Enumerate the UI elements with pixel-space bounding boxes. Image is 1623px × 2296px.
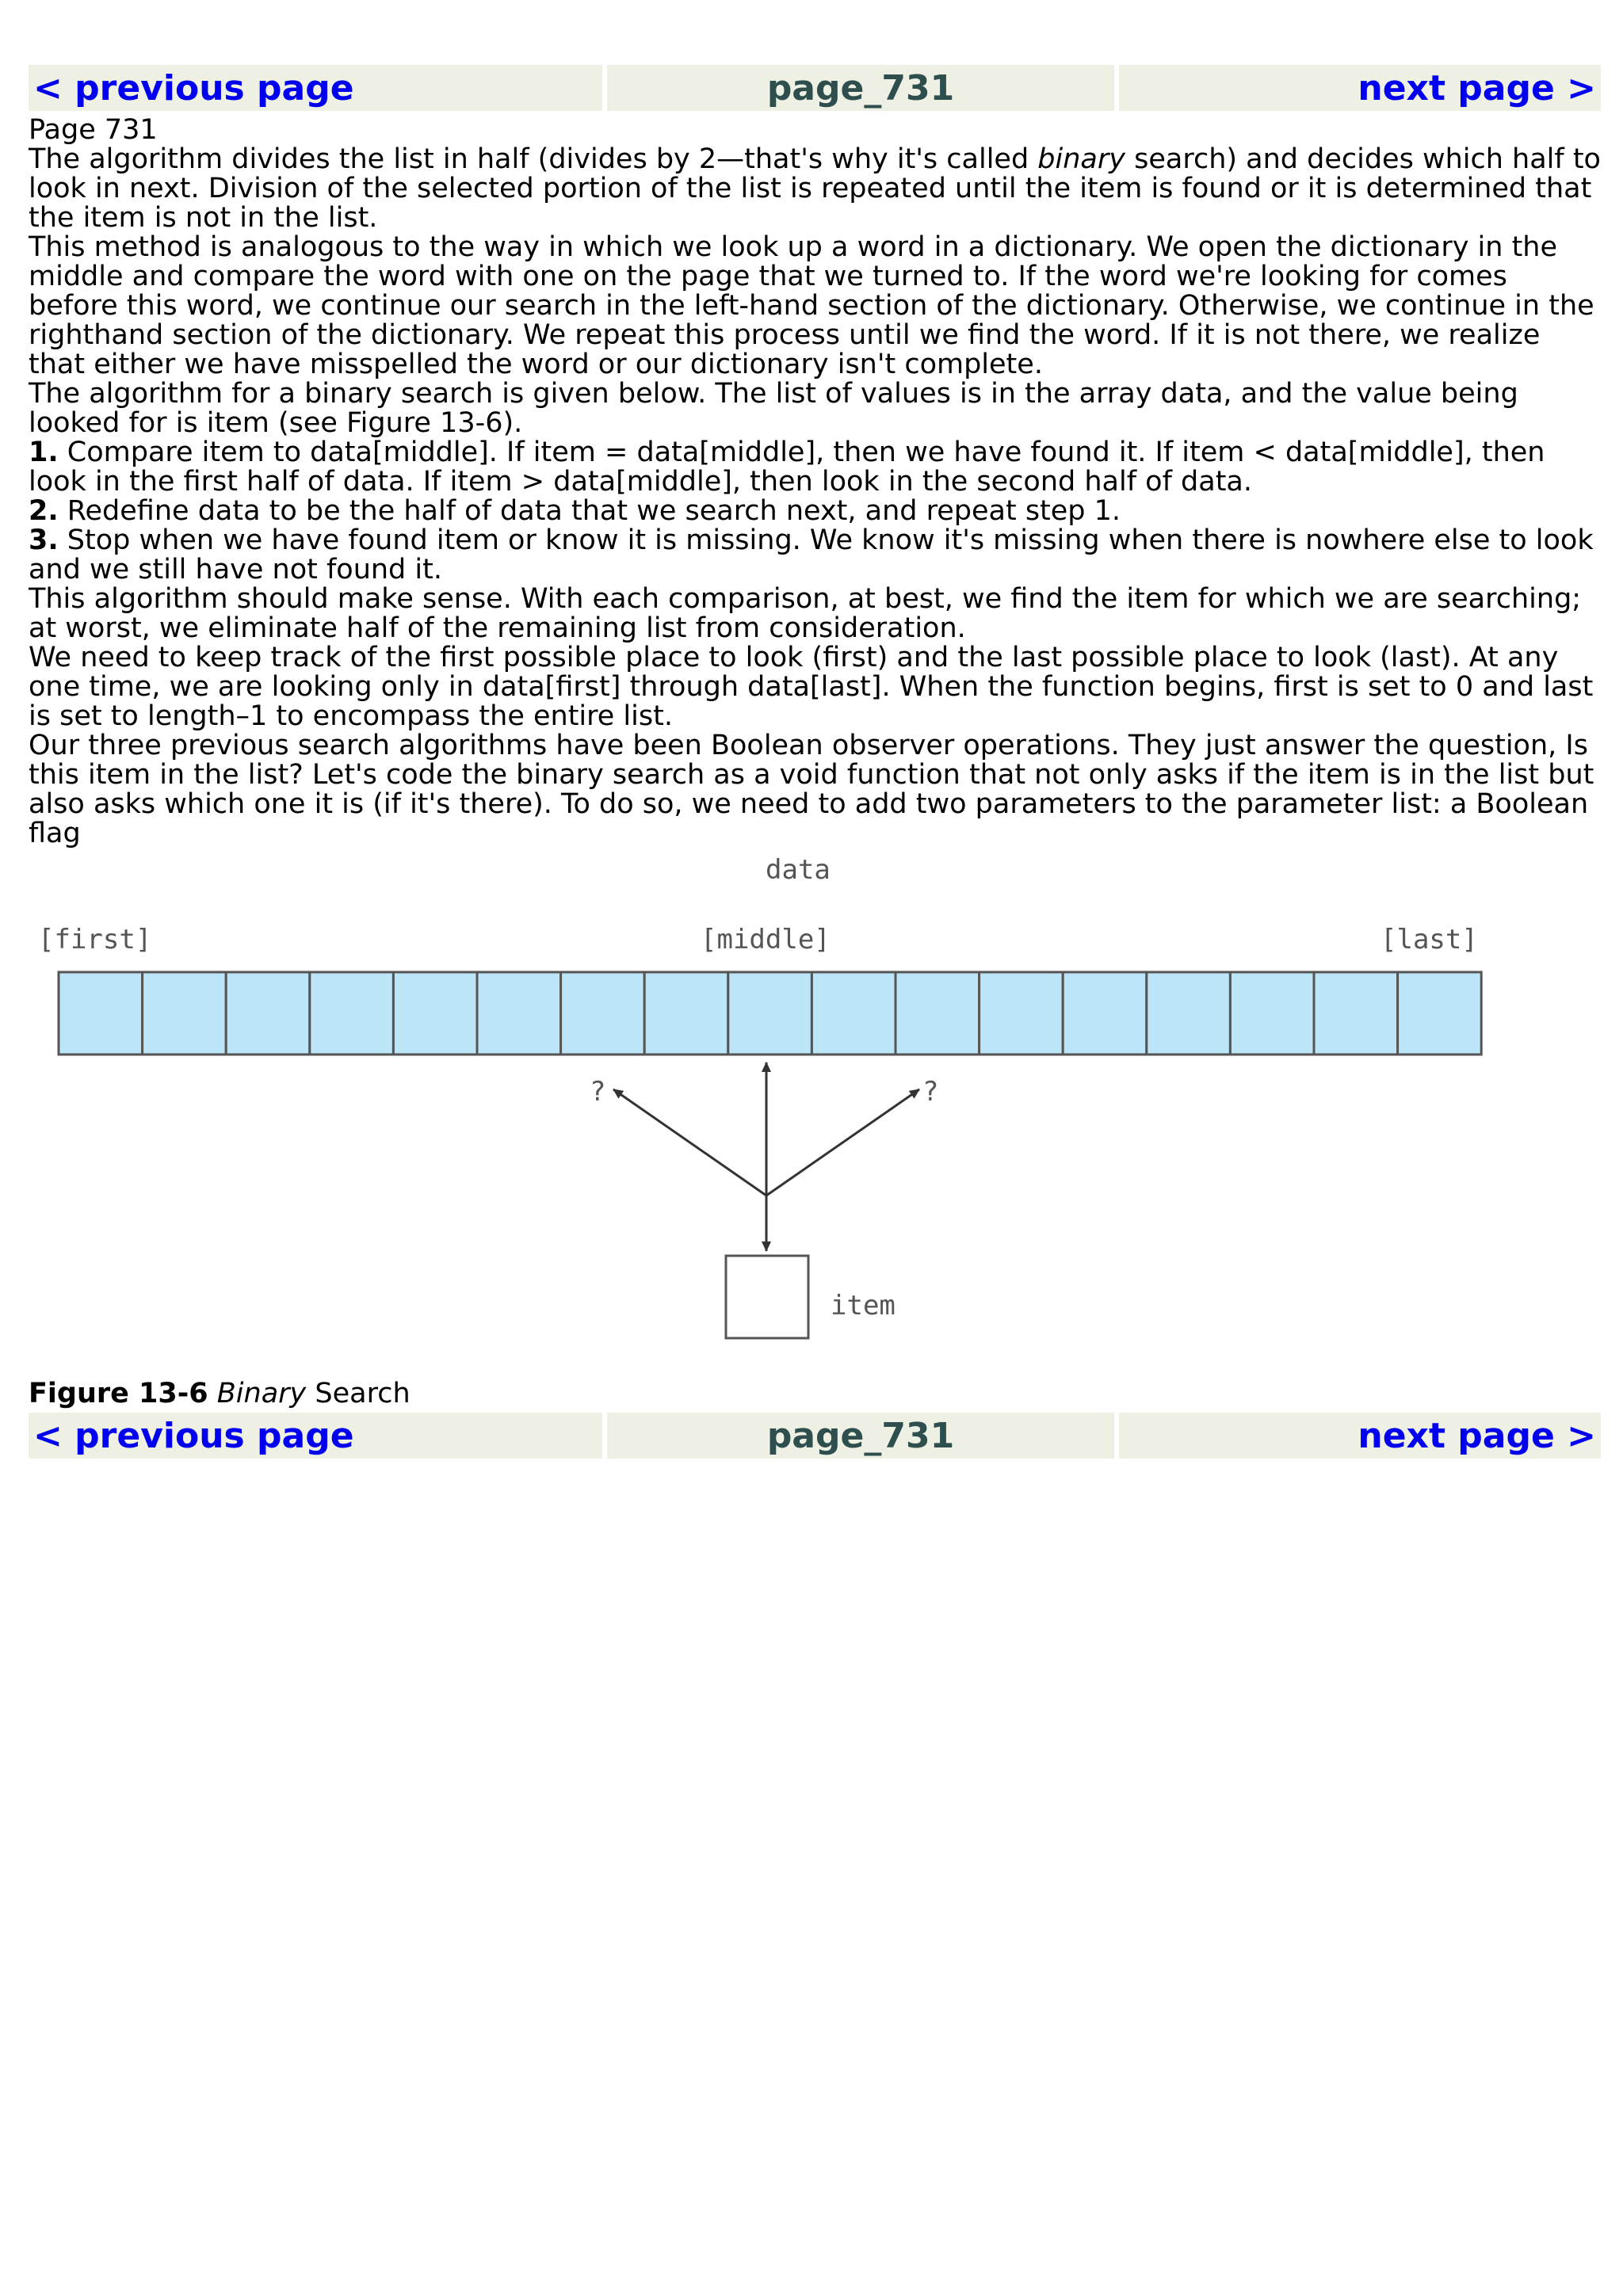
- array-cell: [980, 972, 1064, 1055]
- bottom-nav-next-cell: [1119, 1413, 1601, 1459]
- array-cell: [310, 972, 394, 1055]
- figure-caption: [29, 1378, 1601, 1409]
- array-cell: [1398, 972, 1482, 1055]
- arrow-left: [613, 1089, 766, 1196]
- array-cells: [59, 972, 1481, 1055]
- paragraph-text: search) and decides which half to look in next. Division of the selected portion of the list is repeated until the item is found or it is determined that the item is not in the list.: [29, 143, 1601, 234]
- item-box: [726, 1256, 808, 1338]
- array-cell: [728, 972, 812, 1055]
- step-number: 3.: [29, 524, 59, 556]
- paragraph-make-sense: This algorithm should make sense. With each comparison, at best, we find the item for which we are searching; at worst, we eliminate half of the remaining list from consideration.: [29, 583, 1582, 644]
- question-mark-left: ?: [590, 1076, 606, 1108]
- next-page-link-bottom[interactable]: next page >: [1358, 1415, 1596, 1456]
- array-cell: [1230, 972, 1314, 1055]
- binary-search-figure: [29, 855, 1601, 1378]
- bottom-navbar: [29, 1413, 1601, 1459]
- paragraph-binary-intro: [29, 145, 1601, 233]
- paragraph-text: The algorithm divides the list in half (divides by 2—that's why it's called: [29, 143, 1038, 175]
- step-2: [29, 497, 1601, 526]
- array-cell: [812, 972, 896, 1055]
- top-nav-previous-cell: [29, 65, 602, 111]
- paragraph-void-function: Our three previous search algorithms have been Boolean observer operations. They just answer the question, Is this item in the list? Let's code the binary search as a void function that not only asks if the item is in the list but also asks which one it is (if it's there). To do so, we need to add two parameters to the parameter list: a Boolean flag: [29, 730, 1594, 849]
- last-index-label: [last]: [1381, 924, 1478, 955]
- emphasis-binary: binary: [1037, 143, 1125, 175]
- bottom-nav-previous-cell: [29, 1413, 602, 1459]
- caption-emphasis: Binary: [216, 1378, 307, 1409]
- page-id-bottom: page_731: [607, 1413, 1114, 1459]
- page-id: page_731: [607, 65, 1114, 111]
- array-cell: [143, 972, 227, 1055]
- array-cell: [561, 972, 645, 1055]
- item-label: item: [831, 1290, 896, 1322]
- page-label: Page 731: [29, 114, 158, 146]
- page: [29, 65, 1601, 1459]
- step-3: [29, 526, 1601, 585]
- previous-page-link[interactable]: < previous page: [33, 67, 354, 109]
- page-content: [29, 116, 1601, 849]
- array-cell: [477, 972, 561, 1055]
- paragraph-algorithm-intro: The algorithm for a binary search is given below. The list of values is in the array data, and the value being looked for is item (see Figure 13-6).: [29, 378, 1518, 439]
- step-number: 1.: [29, 437, 59, 468]
- array-label: data: [766, 855, 831, 886]
- question-mark-right: ?: [922, 1076, 939, 1108]
- caption-text: Search: [306, 1378, 411, 1409]
- next-page-link[interactable]: next page >: [1358, 67, 1596, 109]
- step-text: Compare item to data[middle]. If item = data[middle], then we have found it. If item < data[middle], then look in the first half of data. If item > data[middle], then look in the second half of data.: [29, 437, 1545, 498]
- step-number: 2.: [29, 495, 59, 527]
- arrow-right: [766, 1089, 919, 1196]
- array-cell: [1063, 972, 1147, 1055]
- binary-search-diagram: [29, 855, 1601, 1378]
- top-navbar: [29, 65, 1601, 111]
- paragraph-first-last: We need to keep track of the first possible place to look (first) and the last possible place to look (last). At any one time, we are looking only in data[first] through data[last]. When the function begins, first is set to 0 and last is set to length–1 to encompass the entire list.: [29, 642, 1594, 732]
- top-nav-next-cell: [1119, 65, 1601, 111]
- step-1: [29, 438, 1601, 497]
- array-cell: [393, 972, 477, 1055]
- middle-index-label: [middle]: [701, 924, 831, 955]
- array-cell: [1314, 972, 1398, 1055]
- array-cell: [59, 972, 143, 1055]
- caption-number: Figure 13-6: [29, 1378, 208, 1409]
- array-cell: [1147, 972, 1231, 1055]
- first-index-label: [first]: [38, 924, 152, 955]
- array-cell: [896, 972, 980, 1055]
- step-text: Redefine data to be the half of data that we search next, and repeat step 1.: [58, 495, 1121, 527]
- paragraph-dictionary-analogy: This method is analogous to the way in which we look up a word in a dictionary. We open the dictionary in the middle and compare the word with one on the page that we turned to. If the word we're looking for comes before this word, we continue our search in the left-hand section of the dictionary. Otherwise, we continue in the righthand section of the dictionary. We repeat this process until we find the word. If it is not there, we realize that either we have misspelled the word or our dictionary isn't complete.: [29, 231, 1594, 380]
- step-text: Stop when we have found item or know it is missing. We know it's missing when there is nowhere else to look and we still have not found it.: [29, 524, 1594, 585]
- previous-page-link-bottom[interactable]: < previous page: [33, 1415, 354, 1456]
- array-cell: [226, 972, 310, 1055]
- array-cell: [644, 972, 728, 1055]
